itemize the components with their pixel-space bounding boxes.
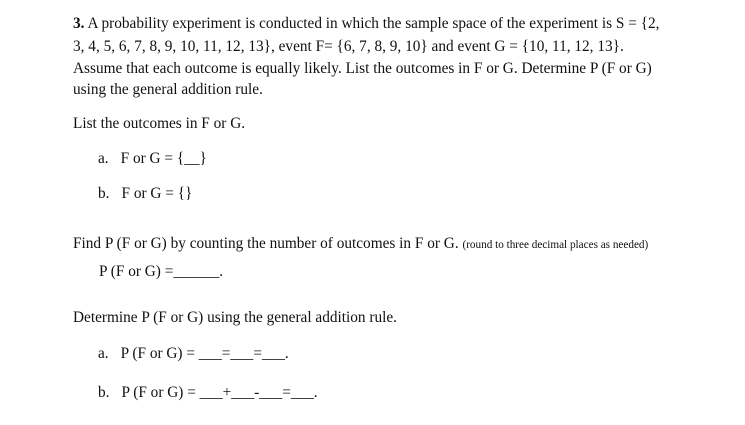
rule-item-marker: a. [98, 345, 109, 362]
count-answer: P (F or G) =______. [99, 263, 224, 280]
list-item-marker: b. [98, 185, 110, 202]
rule-item-b [98, 383, 318, 403]
rounding-note: (round to three decimal places as needed) [462, 239, 649, 251]
question-line-4: using the general addition rule. [73, 81, 263, 98]
count-heading-line [73, 234, 648, 255]
rule-item-text: P (F or G) = ___+___-___=___. [121, 384, 318, 401]
question-line-1 [73, 14, 660, 34]
list-item-text: F or G = {} [121, 185, 193, 202]
list-item-b [98, 184, 192, 204]
list-item-text: F or G = {__} [120, 150, 207, 167]
question-number: 3. [73, 15, 85, 32]
count-heading: Find P (F or G) by counting the number of outcomes in F or G. [73, 235, 459, 252]
list-item-a [98, 149, 207, 169]
question-line-2: 3, 4, 5, 6, 7, 8, 9, 10, 11, 12, 13}, event F= {6, 7, 8, 9, 10} and event G = {10, 11, 12, 13}. [73, 38, 624, 55]
list-item-marker: a. [98, 150, 109, 167]
rule-item-text: P (F or G) = ___=___=___. [120, 345, 289, 362]
addition-rule-heading: Determine P (F or G) using the general addition rule. [73, 309, 397, 326]
question-line-3: Assume that each outcome is equally likely. List the outcomes in F or G. Determine P (F or G) [73, 60, 652, 77]
list-outcomes-heading: List the outcomes in F or G. [73, 115, 246, 132]
question-text-1: A probability experiment is conducted in which the sample space of the experiment is S = {2, [87, 15, 660, 32]
rule-item-a [98, 344, 289, 364]
rule-item-marker: b. [98, 384, 110, 401]
